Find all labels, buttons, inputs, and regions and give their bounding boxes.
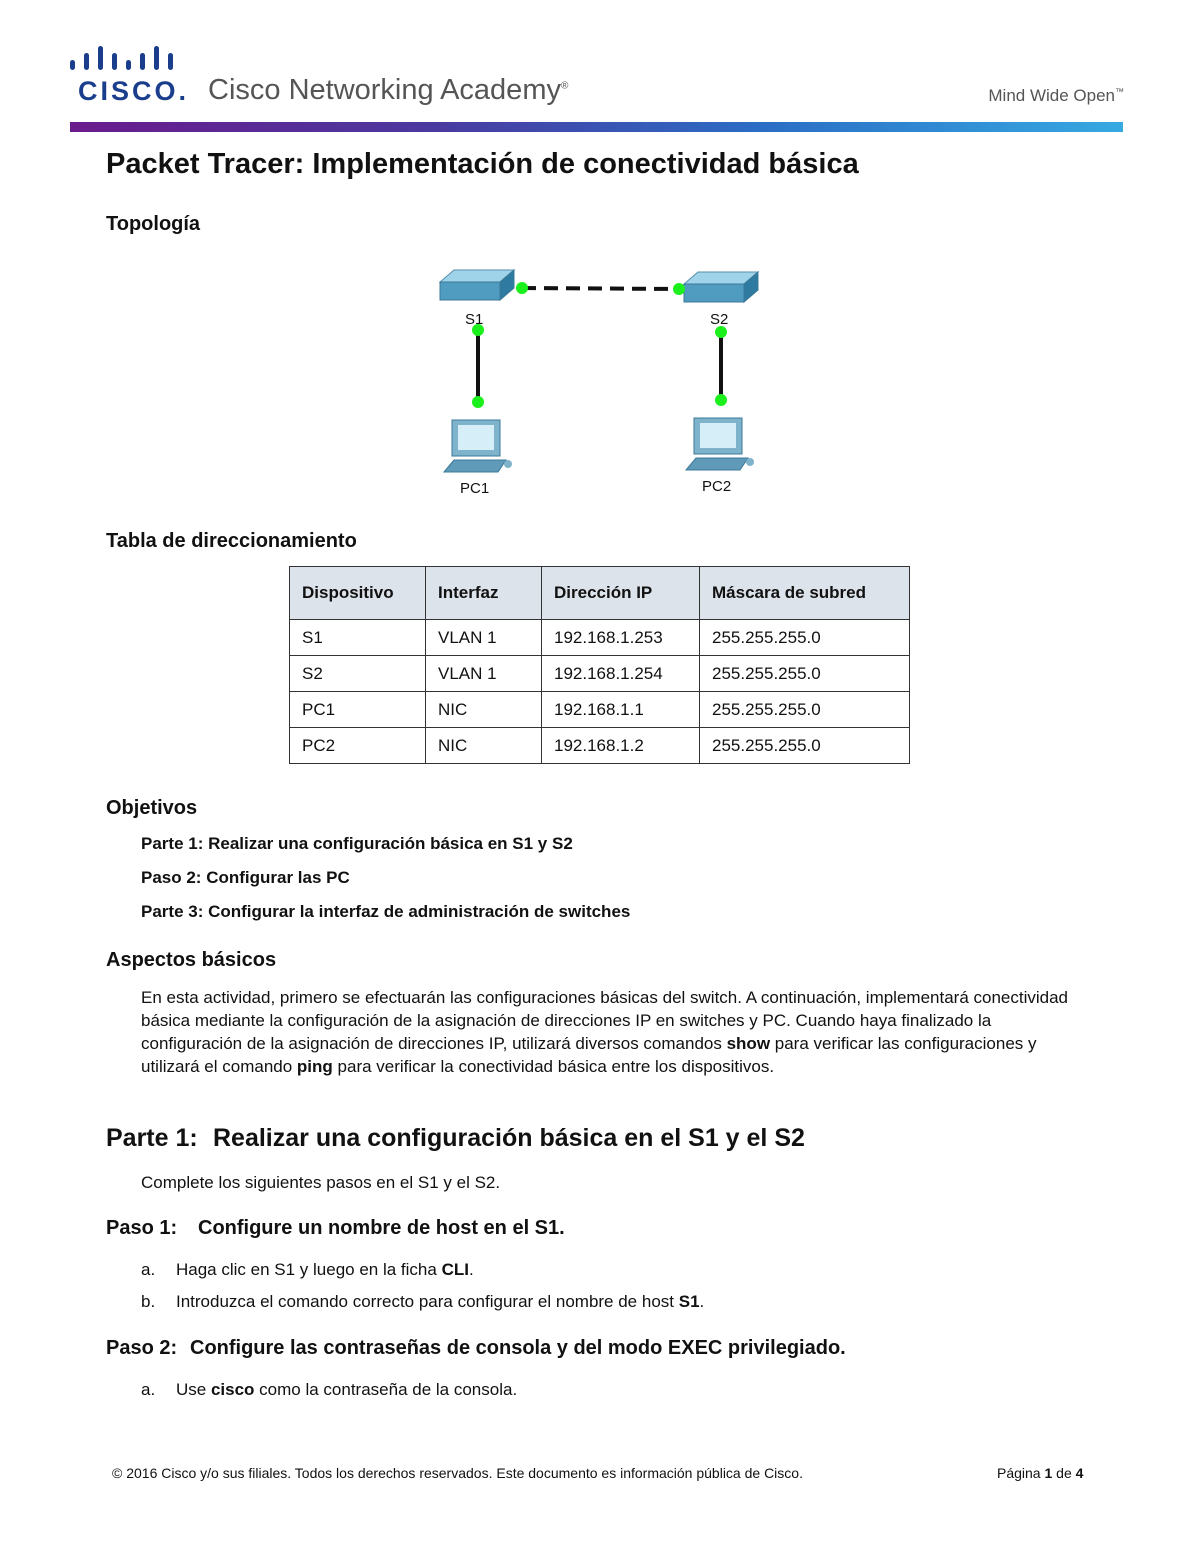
part1-heading	[106, 1124, 805, 1153]
column-header: Dirección IP	[542, 567, 700, 620]
page-current: 1	[1044, 1465, 1053, 1481]
switch-s1-icon[interactable]	[440, 270, 514, 300]
page-prefix: Página	[997, 1465, 1045, 1481]
command-ping: ping	[296, 1057, 333, 1076]
step2-a-text: Use	[176, 1380, 211, 1399]
background-paragraph	[141, 986, 1096, 1078]
step2-a-end: como la contraseña de la consola.	[254, 1380, 518, 1399]
table-cell: 255.255.255.0	[700, 728, 910, 764]
step1-title: Configure un nombre de host en el S1.	[198, 1217, 565, 1239]
table-row	[290, 656, 910, 692]
header-gradient-bar	[70, 122, 1123, 132]
table-header-row	[290, 567, 910, 620]
table-cell: PC1	[290, 692, 426, 728]
academy-name: Cisco Networking Academy	[208, 74, 561, 106]
topology-heading: Topología	[106, 213, 201, 235]
column-header: Dispositivo	[290, 567, 426, 620]
addressing-table	[289, 566, 910, 764]
table-cell: PC2	[290, 728, 426, 764]
page-mid: de	[1052, 1465, 1076, 1481]
academy-title	[208, 74, 568, 107]
background-text-2: para verificar las configuraciones y utilizará el comando	[141, 1034, 1037, 1076]
step1-heading	[106, 1217, 565, 1240]
table-cell: 192.168.1.1	[542, 692, 700, 728]
step2-item-a	[141, 1378, 517, 1401]
step1-b-end: .	[699, 1292, 705, 1311]
cisco-logo-wordmark: CISCO.	[78, 76, 190, 106]
list-letter: a.	[141, 1380, 156, 1399]
table-row	[290, 620, 910, 656]
objective-item: Parte 1: Realizar una configuración básica en S1 y S2	[141, 834, 573, 853]
objective-item: Paso 2: Configurar las PC	[141, 868, 350, 887]
step2-a-bold: cisco	[210, 1380, 255, 1399]
label-pc1: PC1	[460, 480, 490, 497]
step1-b-bold: S1	[678, 1292, 700, 1311]
document-title: Packet Tracer: Implementación de conectividad básica	[106, 148, 859, 180]
addressing-heading: Tabla de direccionamiento	[106, 530, 357, 552]
tagline	[988, 86, 1124, 106]
step1-a-bold: CLI	[441, 1260, 469, 1279]
tagline-trademark: ™	[1115, 86, 1124, 97]
objective-item: Parte 3: Configurar la interfaz de administración de switches	[141, 902, 631, 921]
link-s1-s2	[522, 288, 679, 289]
academy-registered-mark: ®	[560, 80, 569, 92]
step1-a-end: .	[468, 1260, 474, 1279]
table-cell: 192.168.1.254	[542, 656, 700, 692]
step2-title: Configure las contraseñas de consola y del modo EXEC privilegiado.	[190, 1337, 846, 1359]
table-cell: S2	[290, 656, 426, 692]
table-cell: 192.168.1.2	[542, 728, 700, 764]
label-s2: S2	[710, 311, 729, 328]
column-header: Interfaz	[426, 567, 542, 620]
pc1-icon[interactable]	[444, 420, 512, 472]
list-letter: a.	[141, 1260, 156, 1279]
table-cell: 255.255.255.0	[700, 620, 910, 656]
table-cell: 255.255.255.0	[700, 692, 910, 728]
step1-item-a	[141, 1258, 474, 1281]
table-cell: VLAN 1	[426, 656, 542, 692]
switch-s2-icon[interactable]	[684, 272, 758, 302]
tagline-text: Mind Wide Open	[988, 86, 1115, 105]
label-pc2: PC2	[702, 478, 732, 495]
topology-diagram	[430, 262, 770, 502]
objectives-heading: Objetivos	[106, 797, 198, 819]
step2-label: Paso 2:	[106, 1337, 178, 1359]
table-cell: S1	[290, 620, 426, 656]
table-cell: VLAN 1	[426, 620, 542, 656]
step2-heading	[106, 1337, 846, 1360]
pc2-icon[interactable]	[686, 418, 754, 470]
footer-page-number	[997, 1465, 1083, 1481]
step1-label: Paso 1:	[106, 1217, 178, 1239]
part1-title: Realizar una configuración básica en el S1 y el S2	[213, 1124, 805, 1152]
cisco-logo-bars-icon	[70, 44, 180, 76]
step1-b-text: Introduzca el comando correcto para configurar el nombre de host	[176, 1292, 679, 1311]
table-row	[290, 728, 910, 764]
step1-item-b	[141, 1290, 704, 1313]
part1-label: Parte 1:	[106, 1124, 198, 1152]
table-cell: NIC	[426, 692, 542, 728]
table-row	[290, 692, 910, 728]
table-cell: 192.168.1.253	[542, 620, 700, 656]
table-cell: 255.255.255.0	[700, 656, 910, 692]
background-heading: Aspectos básicos	[106, 949, 277, 971]
list-letter: b.	[141, 1292, 156, 1311]
part1-intro: Complete los siguientes pasos en el S1 y el S2.	[141, 1173, 501, 1192]
column-header: Máscara de subred	[700, 567, 910, 620]
background-text-1: En esta actividad, primero se efectuarán las configuraciones básicas del switch. A continuación, implementará conectividad básica mediante la configuración de la asignación de direcciones IP en switches y PC. Cuando haya finalizado la configuración de la asignación de direcciones IP, utilizará diversos comandos	[141, 988, 1069, 1053]
background-text-3: para verificar la conectividad básica entre los dispositivos.	[332, 1057, 775, 1076]
label-s1: S1	[465, 311, 484, 328]
table-cell: NIC	[426, 728, 542, 764]
page-total: 4	[1075, 1465, 1084, 1481]
footer-copyright: © 2016 Cisco y/o sus filiales. Todos los derechos reservados. Este documento es información pública de Cisco.	[112, 1465, 803, 1481]
step1-a-text: Haga clic en S1 y luego en la ficha	[176, 1260, 442, 1279]
command-show: show	[726, 1034, 771, 1053]
